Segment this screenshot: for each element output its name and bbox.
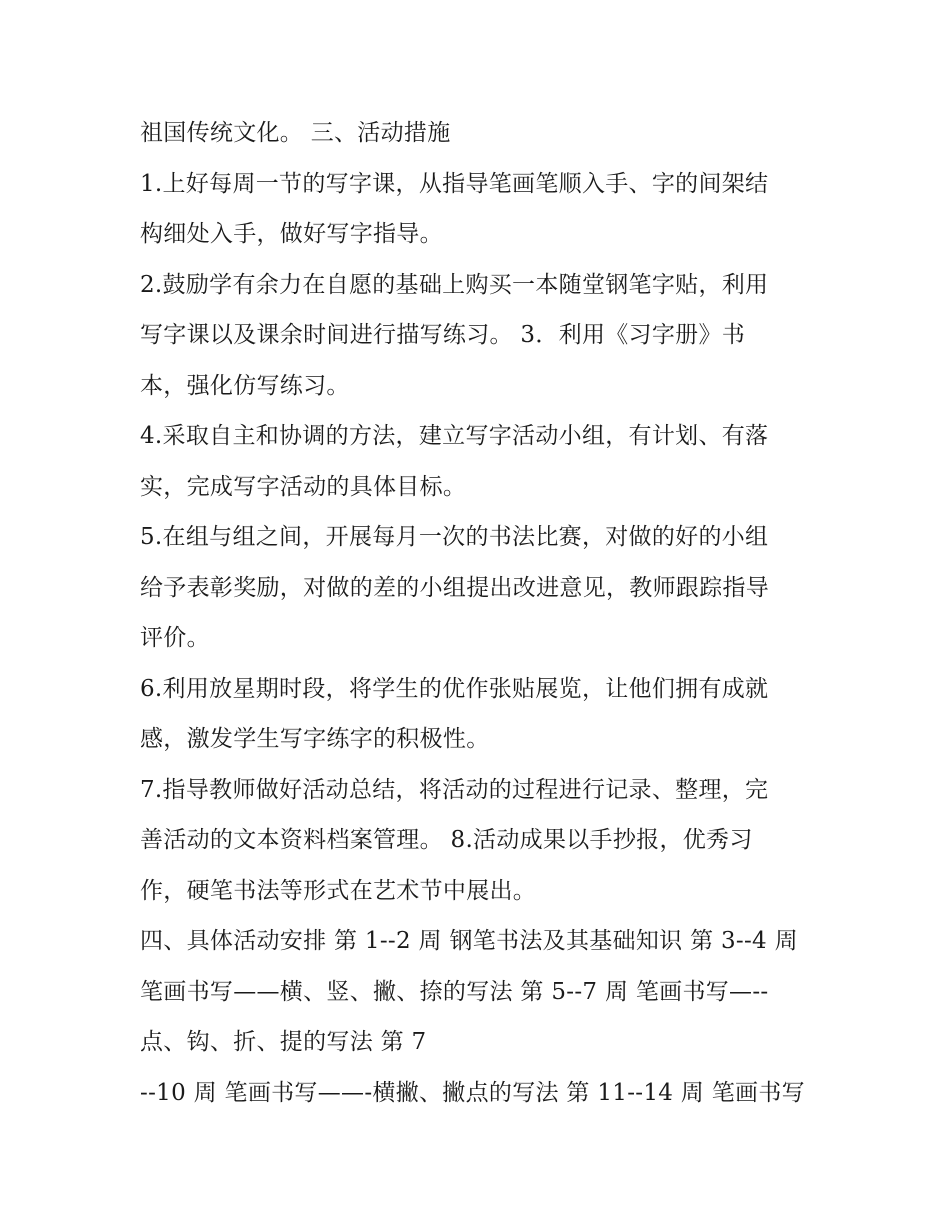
text-line: 5.在组与组之间，开展每月一次的书法比赛，对做的好的小组 bbox=[140, 524, 769, 550]
text-line: 作，硬笔书法等形式在艺术节中展出。 bbox=[140, 877, 537, 904]
text-line: 4.采取自主和协调的方法，建立写字活动小组，有计划、有落 bbox=[140, 423, 769, 449]
text-line: 笔画书写——横、竖、撇、捺的写法 第 5--7 周 笔画书写—-- bbox=[140, 978, 769, 1005]
text-line: 7.指导教师做好活动总结，将活动的过程进行记录、整理，完 bbox=[140, 776, 769, 803]
text-line: 6.利用放星期时段，将学生的优作张贴展览，让他们拥有成就 bbox=[140, 675, 769, 702]
text-line: 善活动的文本资料档案管理。 8.活动成果以手抄报，优秀习 bbox=[140, 827, 753, 853]
text-line: --10 周 笔画书写——-横撇、撇点的写法 第 11--14 周 笔画书写 bbox=[140, 1079, 805, 1106]
text-line: 本，强化仿写练习。 bbox=[140, 372, 350, 399]
text-line: 写字课以及课余时间进行描写练习。 3．利用《习字册》书 bbox=[140, 322, 746, 348]
text-line: 评价。 bbox=[140, 625, 210, 651]
text-line: 1.上好每周一节的写字课，从指导笔画笔顺入手、字的间架结 bbox=[140, 170, 769, 197]
text-line: 四、具体活动安排 第 1--2 周 钢笔书法及其基础知识 第 3--4 周 bbox=[140, 928, 798, 954]
text-line: 给予表彰奖励，对做的差的小组提出改进意见，教师跟踪指导 bbox=[140, 574, 770, 601]
text-line: 2.鼓励学有余力在自愿的基础上购买一本随堂钢笔字贴，利用 bbox=[140, 271, 769, 298]
document-body bbox=[140, 108, 820, 1118]
text-line: 感，激发学生写字练字的积极性。 bbox=[140, 726, 490, 752]
text-line: 点、钩、折、提的写法 第 7 bbox=[140, 1029, 427, 1055]
text-line: 祖国传统文化。 三、活动措施 bbox=[140, 120, 451, 146]
text-line: 构细处入手，做好写字指导。 bbox=[140, 221, 443, 247]
text-line: 实，完成写字活动的具体目标。 bbox=[140, 473, 467, 500]
